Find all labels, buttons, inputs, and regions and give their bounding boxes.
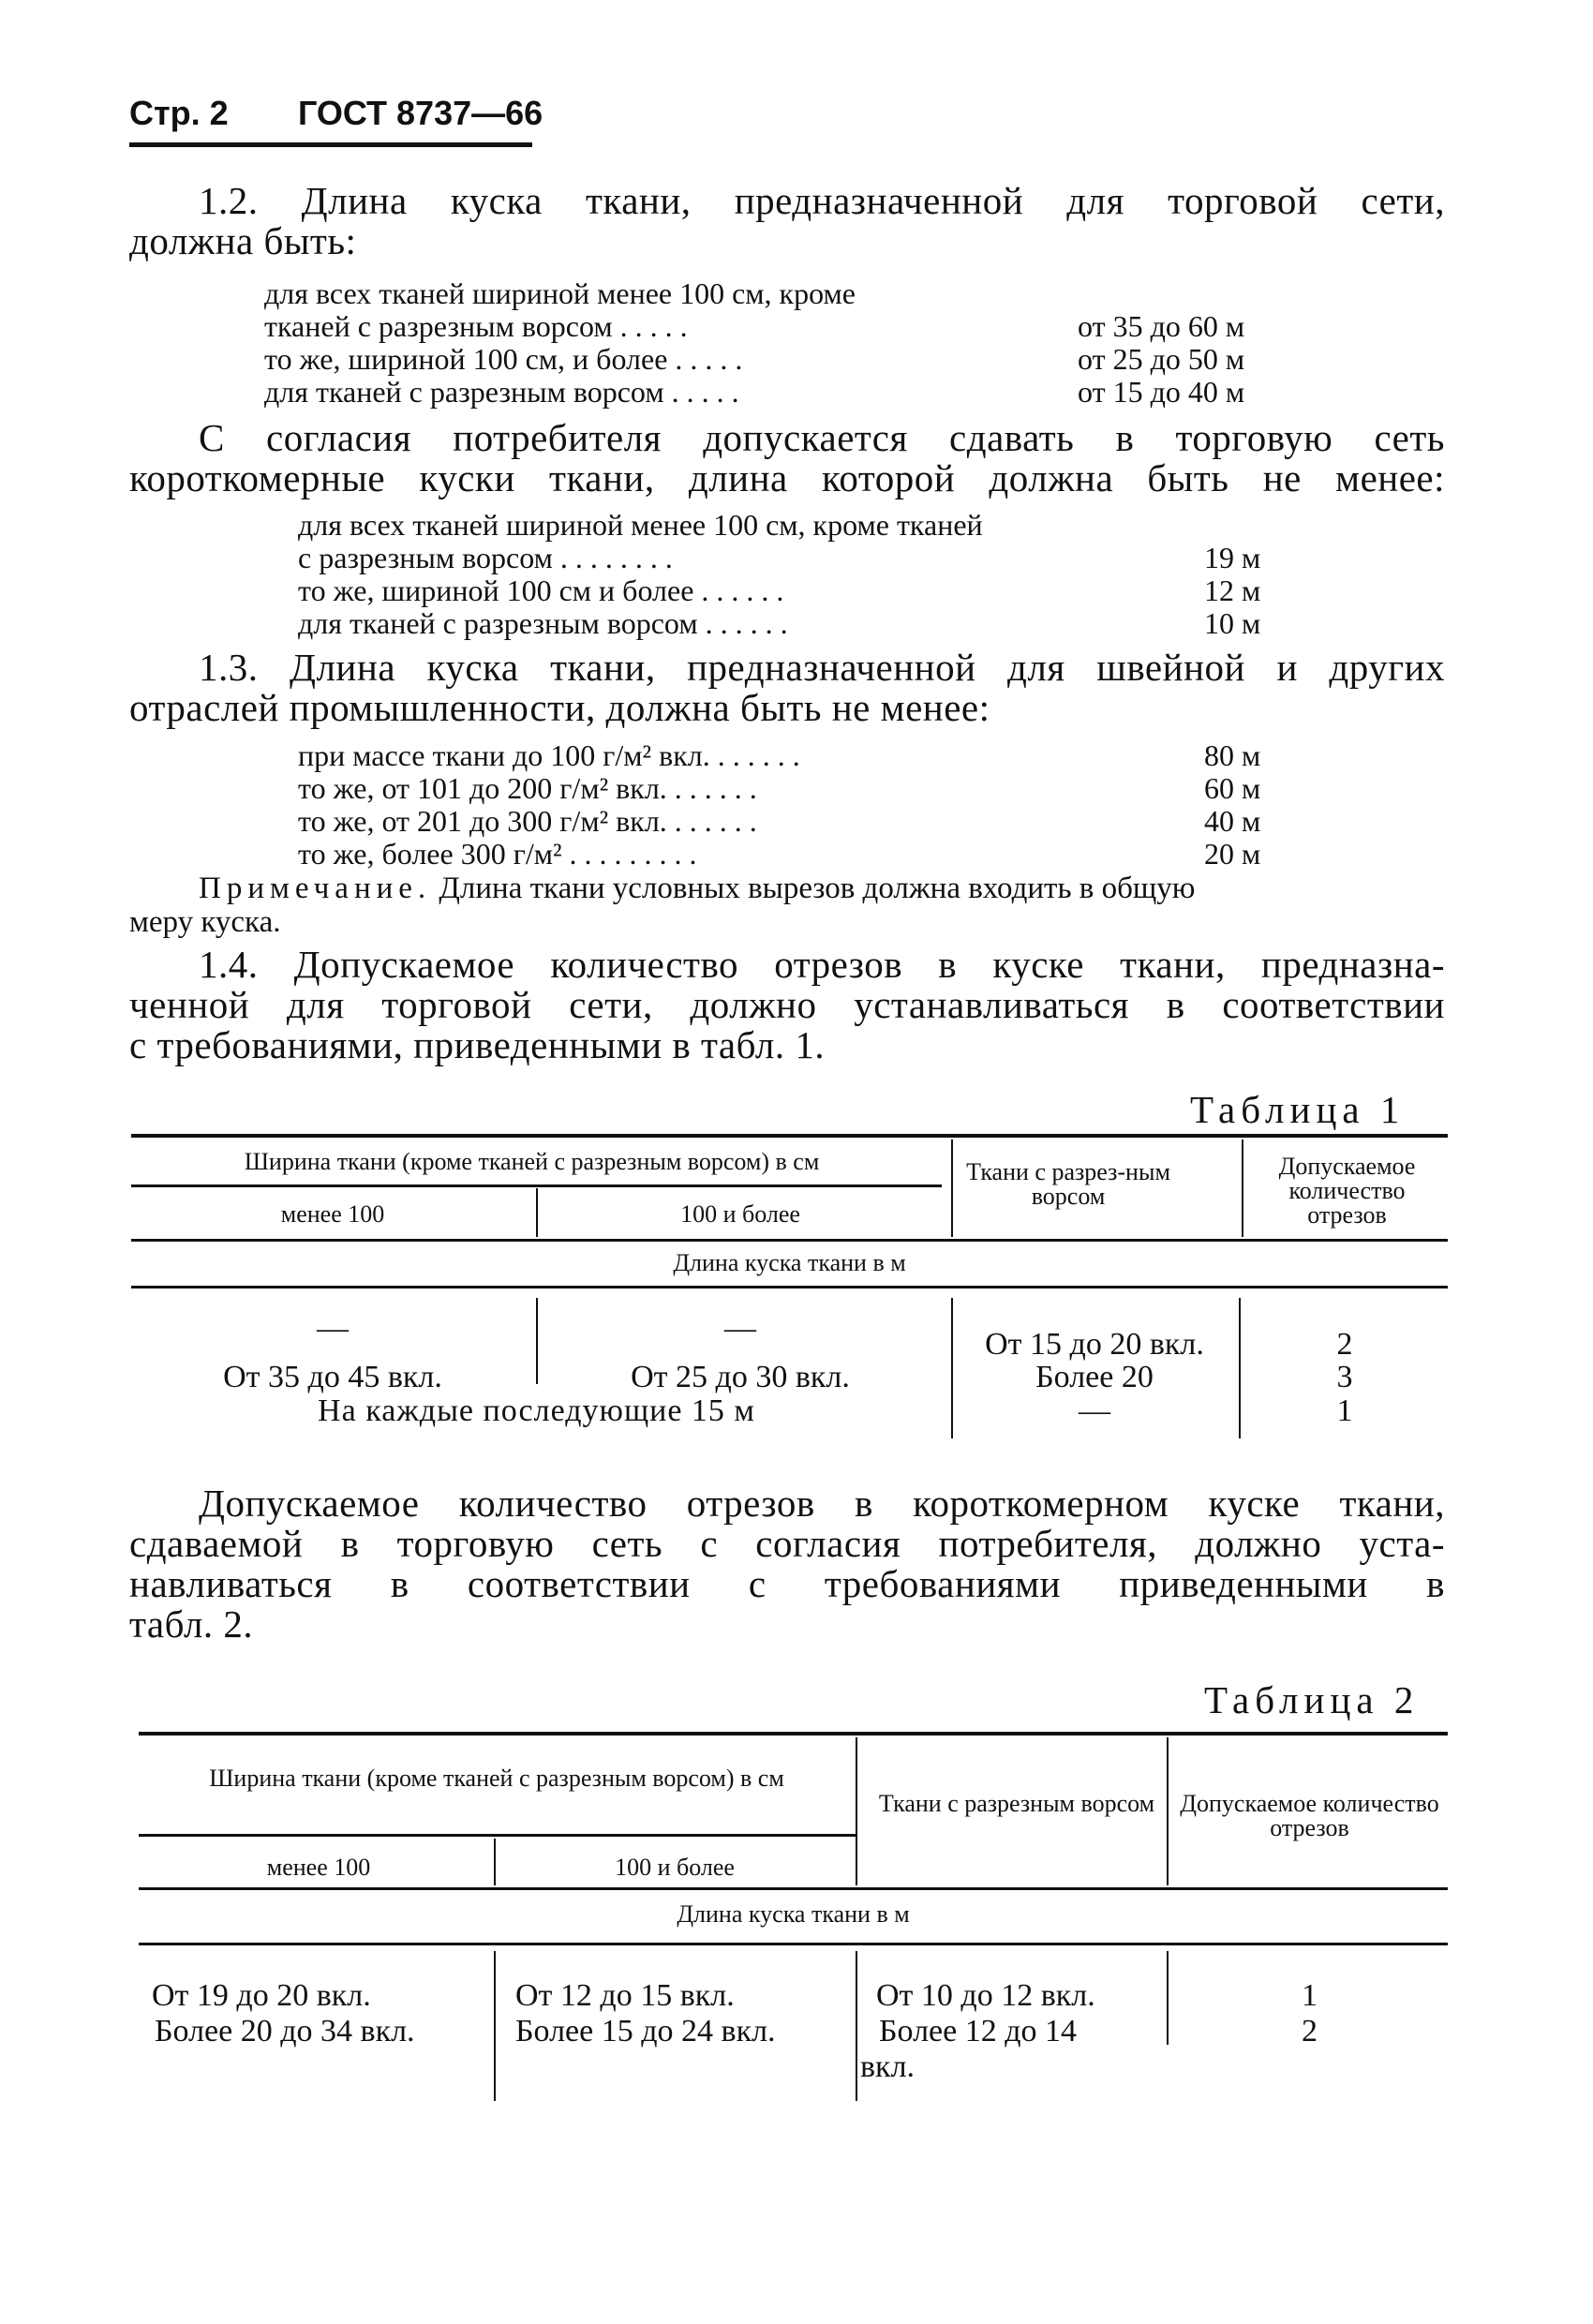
note-line2: меру куска. — [129, 905, 281, 939]
table1-vline-c — [1242, 1140, 1243, 1237]
table1-body-vline-c — [1239, 1298, 1241, 1438]
table1-r2-d: 3 — [1336, 1360, 1353, 1394]
table1-caption: Таблица 1 — [1190, 1088, 1406, 1131]
table1-col-100more: 100 и более — [680, 1200, 800, 1228]
note-title — [199, 872, 1195, 906]
table1-subheader: Длина куска ткани в м — [673, 1249, 906, 1276]
short-item-0-label: для всех тканей шириной менее 100 см, кроме тканей — [298, 508, 983, 542]
table2-col-allowed: Допускаемое количество отрезов — [1180, 1790, 1439, 1841]
table1-vline-a — [536, 1188, 538, 1237]
table2-r1-a: От 19 до 20 вкл. — [152, 1978, 371, 2013]
table1-r3-d: 1 — [1336, 1393, 1353, 1428]
table1-col-allowed: Допускаемое количество отрезов — [1278, 1153, 1416, 1229]
para2-line4: табл. 2. — [129, 1602, 254, 1646]
table1-r2-b: От 25 до 30 вкл. — [631, 1360, 850, 1394]
table2-body-vline-c — [1167, 1951, 1169, 2045]
s12-line2: должна быть: — [129, 219, 357, 262]
table1-sub-rule — [131, 1286, 1448, 1289]
header-rule — [129, 142, 532, 147]
standard-number: ГОСТ 8737—66 — [298, 94, 543, 132]
note-title-text: Примечание. — [199, 872, 432, 905]
s12-line1: 1.2. Длина куска ткани, предназначенной для торговой сети, — [199, 179, 1445, 222]
table2-header-group: Ширина ткани (кроме тканей с разрезным ворсом) в см — [209, 1765, 784, 1792]
table1-header-group: Ширина ткани (кроме тканей с разрезным ворсом) в см — [244, 1148, 820, 1175]
consent-line2: короткомерные куски ткани, длина которой должна быть не менее: — [129, 456, 1445, 499]
table1-vline-b — [951, 1140, 953, 1237]
table2-vline-b — [856, 1737, 857, 1885]
table2-vline-c — [1167, 1737, 1169, 1885]
table2-r2-c-cont: вкл. — [860, 2049, 916, 2084]
s12-item-1-label: тканей с разрезным ворсом . . . . . — [264, 309, 688, 343]
table2-r2-c: Более 12 до 14 — [879, 2014, 1078, 2048]
table1-col-pile: Ткани с разрез-ным ворсом — [966, 1158, 1170, 1210]
table1-r3-ab: На каждые последующие 15 м — [318, 1393, 755, 1428]
s14-line2: ченной для торговой сети, должно устанавливаться в соответствии — [129, 983, 1445, 1026]
s13-item-3-value: 20 м — [1204, 837, 1261, 871]
s12-item-1-value: от 35 до 60 м — [1078, 309, 1245, 343]
short-item-1-label: с разрезным ворсом . . . . . . . . — [298, 541, 673, 574]
s13-item-1-value: 60 м — [1204, 771, 1261, 805]
table1-r1-d: 2 — [1336, 1327, 1353, 1362]
table2-r1-d: 1 — [1302, 1978, 1318, 2013]
table1-body-vline-a — [536, 1298, 538, 1384]
short-item-2-value: 12 м — [1204, 574, 1261, 607]
s13-item-2-value: 40 м — [1204, 804, 1261, 838]
short-item-3-label: для тканей с разрезным ворсом . . . . . . — [298, 606, 788, 640]
table2-body-vline-a — [494, 1951, 496, 2101]
table1-group-rule — [131, 1184, 942, 1187]
short-item-3-value: 10 м — [1204, 606, 1261, 640]
page-number: Стр. 2 — [129, 94, 229, 132]
table2-body-vline-b — [856, 1951, 857, 2101]
note-text: Длина ткани условных вырезов должна входить в общую — [439, 872, 1196, 905]
table1-r1-c: От 15 до 20 вкл. — [985, 1327, 1204, 1362]
table1-r1-a: — — [317, 1311, 349, 1346]
s13-item-0-value: 80 м — [1204, 738, 1261, 772]
table2-col-pile: Ткани с разрезным ворсом — [878, 1790, 1155, 1817]
table2-header-rule — [139, 1887, 1448, 1890]
table2-r1-c: От 10 до 12 вкл. — [876, 1978, 1095, 2013]
table2-vline-a — [494, 1839, 496, 1885]
table1-header-rule — [131, 1239, 1448, 1242]
para2-line2: сдаваемой в торговую сеть с согласия потребителя, должно уста- — [129, 1522, 1445, 1565]
s14-line3: с требованиями, приведенными в табл. 1. — [129, 1023, 826, 1066]
s13-line1: 1.3. Длина куска ткани, предназначенной для швейной и других — [199, 646, 1445, 689]
s13-line2: отраслей промышленности, должна быть не менее: — [129, 686, 990, 729]
s12-item-3-label: для тканей с разрезным ворсом . . . . . — [264, 375, 739, 409]
table2-top-rule — [139, 1732, 1448, 1736]
short-item-1-value: 19 м — [1204, 541, 1261, 574]
table1-r1-b: — — [724, 1311, 756, 1346]
table2-col-less100: менее 100 — [266, 1854, 371, 1881]
para2-line3: навливаться в соответствии с требованиями приведенными в — [129, 1562, 1445, 1605]
table2-sub-rule — [139, 1943, 1448, 1945]
s13-item-0-label: при массе ткани до 100 г/м² вкл. . . . . . . — [298, 738, 800, 772]
s12-item-2-value: от 25 до 50 м — [1078, 342, 1245, 376]
table1-r2-c: Более 20 — [1035, 1360, 1154, 1394]
short-item-2-label: то же, шириной 100 см и более . . . . . . — [298, 574, 784, 607]
table2-group-rule — [139, 1834, 856, 1837]
table1-body-vline-b — [951, 1298, 953, 1438]
table2-r2-a: Более 20 до 34 вкл. — [155, 2014, 415, 2048]
table2-caption: Таблица 2 — [1204, 1678, 1420, 1721]
s13-item-2-label: то же, от 201 до 300 г/м² вкл. . . . . . . — [298, 804, 757, 838]
para2-line1: Допускаемое количество отрезов в короткомерном куске ткани, — [199, 1482, 1445, 1525]
s12-item-0-label: для всех тканей шириной менее 100 см, кроме — [264, 276, 856, 310]
s14-line1: 1.4. Допускаемое количество отрезов в куске ткани, предназна- — [199, 943, 1445, 986]
table2-col-100more: 100 и более — [615, 1854, 735, 1881]
s13-item-1-label: то же, от 101 до 200 г/м² вкл. . . . . . . — [298, 771, 757, 805]
consent-line1: С согласия потребителя допускается сдавать в торговую сеть — [199, 416, 1445, 459]
table2-r2-b: Более 15 до 24 вкл. — [515, 2014, 776, 2048]
s13-item-3-label: то же, более 300 г/м² . . . . . . . . . — [298, 837, 697, 871]
table1-col-less100: менее 100 — [280, 1200, 385, 1228]
table1-r2-a: От 35 до 45 вкл. — [223, 1360, 442, 1394]
table1-top-rule — [131, 1134, 1448, 1138]
s12-item-2-label: то же, шириной 100 см, и более . . . . . — [264, 342, 743, 376]
table1-r3-c: — — [1079, 1393, 1110, 1428]
table2-subheader: Длина куска ткани в м — [677, 1900, 910, 1928]
s12-item-3-value: от 15 до 40 м — [1078, 375, 1245, 409]
table2-r2-d: 2 — [1302, 2014, 1318, 2048]
table2-r1-b: От 12 до 15 вкл. — [515, 1978, 735, 2013]
